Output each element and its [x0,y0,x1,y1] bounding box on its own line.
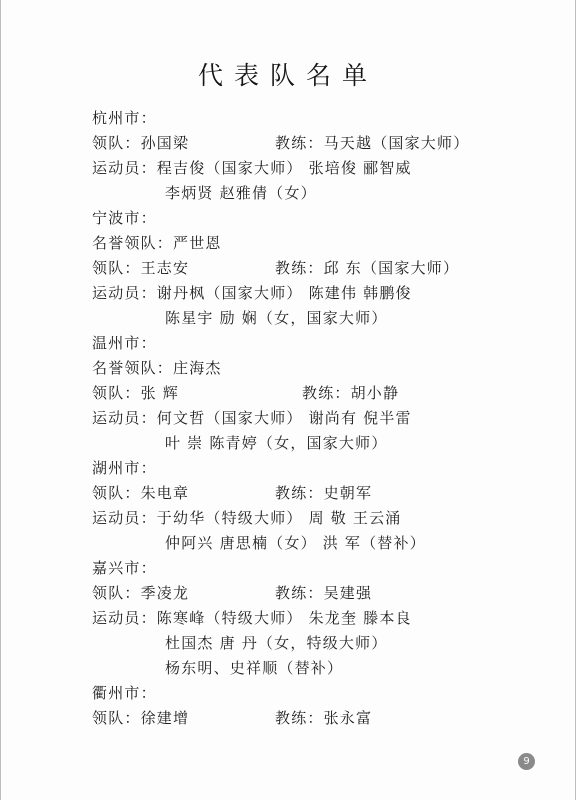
coach-text: 教练：张永富 [275,709,373,727]
leader-text: 领队：王志安 [92,259,190,277]
team-heading-wenzhou [92,331,562,356]
leader-text: 领队：季凌龙 [92,584,190,602]
team-heading-quzhou [92,681,562,706]
text-line: 陈星宇 励 娴（女，国家大师） [165,309,388,327]
roster-line [92,656,562,681]
roster-line [92,231,562,256]
leader-text: 领队：孙国梁 [92,134,190,152]
roster-line [92,281,562,306]
roster-line [92,381,562,406]
text-line: 叶 崇 陈青婷（女，国家大师） [165,434,388,452]
text-line: 名誉领队：庄海杰 [92,359,222,377]
text-line: 仲阿兴 唐思楠（女） 洪 军（替补） [165,534,426,552]
text-line: 嘉兴市： [92,559,157,577]
leader-text: 领队：徐建增 [92,709,190,727]
text-line: 名誉领队：严世恩 [92,234,222,252]
roster-line [92,156,562,181]
roster-line [92,581,562,606]
text-line: 运动员：程吉俊（国家大师） 张培俊 郦智威 [92,159,412,177]
text-line: 杨东明、史祥顺（替补） [165,659,344,677]
roster-line [92,606,562,631]
coach-text: 教练：胡小静 [302,384,400,402]
text-line: 杜国杰 唐 丹（女，特级大师） [165,634,388,652]
roster-line [92,531,562,556]
roster-line [92,406,562,431]
leader-text: 领队：朱电章 [92,484,190,502]
team-heading-jiaxing [92,556,562,581]
leader-text: 领队：张 辉 [92,384,179,402]
text-line: 湖州市： [92,459,157,477]
text-line: 杭州市： [92,109,157,127]
team-heading-ningbo [92,206,562,231]
roster-body [92,106,562,731]
roster-line [92,706,562,731]
roster-line [92,181,562,206]
roster-line [92,506,562,531]
text-line: 宁波市： [92,209,157,227]
text-line: 运动员：何文哲（国家大师） 谢尚有 倪半雷 [92,409,412,427]
coach-text: 教练：史朝军 [275,484,373,502]
coach-text: 教练：邱 东（国家大师） [275,259,460,277]
text-line: 运动员：陈寒峰（特级大师） 朱龙奎 滕本良 [92,609,412,627]
roster-line [92,306,562,331]
team-heading-huzhou [92,456,562,481]
roster-line [92,431,562,456]
text-line: 运动员：于幼华（特级大师） 周 敬 王云涌 [92,509,402,527]
roster-line [92,256,562,281]
text-line: 温州市： [92,334,157,352]
text-line: 衢州市： [92,684,157,702]
coach-text: 教练：吴建强 [275,584,373,602]
page-title: 代表队名单 [197,61,378,90]
text-line: 李炳贤 赵雅倩（女） [165,184,317,202]
roster-line [92,631,562,656]
team-heading-hangzhou [92,106,562,131]
roster-line [92,481,562,506]
roster-line [92,356,562,381]
page-number-badge: 9 [518,753,535,770]
text-line: 运动员：谢丹枫（国家大师） 陈建伟 韩鹏俊 [92,284,412,302]
coach-text: 教练：马天越（国家大师） [275,134,470,152]
roster-line [92,131,562,156]
